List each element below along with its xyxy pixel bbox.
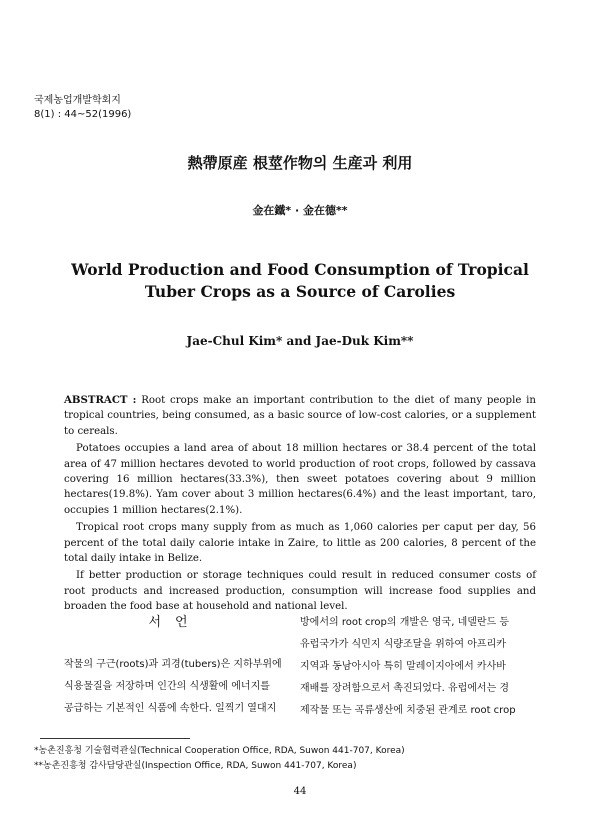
page-number: 44 (293, 786, 307, 797)
journal-name: 국제농업개발학회지 (34, 95, 121, 106)
footnote-2: **농촌진흥청 감사담당관실(Inspection Office, RDA, Suwon 441-707, Korea) (34, 761, 357, 771)
body-left-line-1: 작물의 구근(roots)과 괴경(tubers)은 지하부위에 (64, 659, 282, 670)
abstract-paragraph-3: Tropical root crops many supply from as much as 1,060 calories per caput per day, 56 percent of the total daily calorie intake in Zaire, to little as 200 calories, 8 percent of the total daily intake in Belize. (64, 522, 536, 565)
section-title: 서언 (148, 615, 202, 630)
body-column-left (64, 654, 282, 720)
abstract-text-1: Root crops make an important contribution to the diet of many people in tropical countries, being consumed, as a basic source of low-cost calories, or a supplement to cereals. (64, 395, 536, 437)
footnotes (34, 744, 405, 774)
abstract (64, 393, 536, 617)
body-column-right (300, 612, 538, 722)
korean-authors: 金在鐵* · 金在德** (252, 204, 348, 217)
abstract-paragraph-1 (64, 393, 536, 439)
english-authors: Jae-Chul Kim* and Jae-Duk Kim** (186, 334, 414, 348)
body-right-line-5: 제작물 또는 곡류생산에 치중된 관계로 root crop (300, 705, 516, 716)
body-right-line-1: 방에서의 root crop의 개발은 영국, 네델란드 등 (300, 617, 510, 628)
korean-title: 熱帶原産 根莖作物의 生産과 利用 (187, 154, 413, 172)
body-left-line-2: 식용물질을 저장하며 인간의 식생활에 에너지를 (64, 681, 270, 692)
body-right-line-3: 지역과 동남아시아 특히 말레이지아에서 카사바 (300, 661, 506, 672)
abstract-paragraph-4: If better production or storage techniques could result in reduced consumer costs of root products and increased production, consumption will increase food supplies and broaden the food base at household and national level. (64, 570, 536, 613)
abstract-paragraph-2: Potatoes occupies a land area of about 18 million hectares or 38.4 percent of the total area of 47 million hectares devoted to world production of root crops, followed by cassava covering 16 million hectares(33.3%), then sweet potatoes covering about 9 million hectares(19.8%). Yam cover about 3 million hectares(6.4%) and the least important, taro, occupies 1 million hectares(2.1%). (64, 443, 536, 516)
journal-volume: 8(1) : 44~52(1996) (34, 109, 132, 120)
journal-header (34, 94, 131, 122)
english-title-line-1: World Production and Food Consumption of Tropical (71, 260, 529, 279)
footnote-1: *농촌진흥청 기술협력관실(Technical Cooperation Office, RDA, Suwon 441-707, Korea) (34, 746, 405, 756)
body-left-line-3: 공급하는 기본적인 식품에 속한다. 일찍기 열대지 (64, 703, 277, 714)
body-right-line-2: 유럽국가가 식민지 식량조달을 위하여 아프리카 (300, 639, 506, 650)
abstract-label: ABSTRACT : (64, 394, 137, 406)
body-right-line-4: 재배를 장려함으로서 촉진되었다. 유럽에서는 경 (300, 683, 510, 694)
footnote-divider (40, 738, 190, 739)
english-title (60, 259, 540, 303)
english-title-line-2: Tuber Crops as a Source of Carolies (144, 282, 456, 301)
